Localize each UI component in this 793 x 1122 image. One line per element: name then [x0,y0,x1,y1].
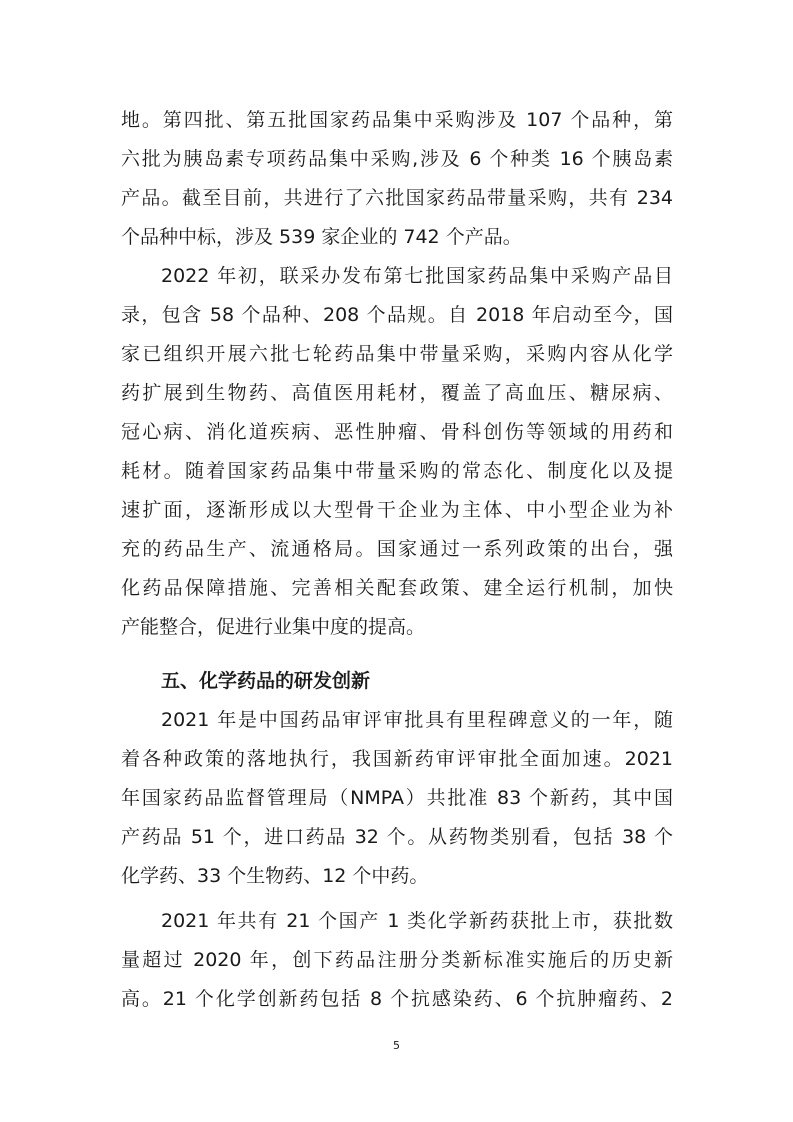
section-heading: 五、化学药品的研发创新 [161,670,371,692]
text-line: 充的药品生产、流通格局。国家通过一系列政策的出台，强 [121,538,673,560]
text-line: 冠心病、消化道疾病、恶性肿瘤、骨科创伤等领域的用药和 [121,421,673,443]
text-line: 2021 年是中国药品审评审批具有里程碑意义的一年，随 [161,709,673,731]
text-line: 化学药、33 个生物药、12 个中药。 [121,865,429,887]
text-line: 产能整合，促进行业集中度的提高。 [121,616,426,638]
text-line: 耗材。随着国家药品集中带量采购的常态化、制度化以及提 [121,460,673,482]
text-line: 高。21 个化学创新药包括 8 个抗感染药、6 个抗肿瘤药、2 [121,988,673,1010]
text-line: 着各种政策的落地执行，我国新药审评审批全面加速。2021 [121,748,673,770]
text-line: 个品种中标，涉及 539 家企业的 742 个产品。 [121,226,522,248]
text-line: 年国家药品监督管理局（NMPA）共批准 83 个新药，其中国 [121,787,673,809]
text-line: 药扩展到生物药、高值医用耗材，覆盖了高血压、糖尿病、 [121,382,673,404]
page-number: 5 [393,1039,400,1052]
text-line: 2021 年共有 21 个国产 1 类化学新药获批上市，获批数 [161,910,673,932]
text-line: 量超过 2020 年，创下药品注册分类新标准实施后的历史新 [121,949,673,971]
text-line: 2022 年初，联采办发布第七批国家药品集中采购产品目 [161,265,673,287]
text-line: 产品。截至目前，共进行了六批国家药品带量采购，共有 234 [121,187,673,209]
text-line: 家已组织开展六批七轮药品集中带量采购，采购内容从化学 [121,343,673,365]
text-line: 录，包含 58 个品种、208 个品规。自 2018 年启动至今，国 [121,304,673,326]
text-line: 速扩面，逐渐形成以大型骨干企业为主体、中小型企业为补 [121,499,673,521]
text-line: 地。第四批、第五批国家药品集中采购涉及 107 个品种，第 [121,109,673,131]
text-line: 产药品 51 个，进口药品 32 个。从药物类别看，包括 38 个 [121,826,673,848]
text-line: 化药品保障措施、完善相关配套政策、建全运行机制，加快 [121,577,673,599]
text-line: 六批为胰岛素专项药品集中采购,涉及 6 个种类 16 个胰岛素 [121,148,673,170]
